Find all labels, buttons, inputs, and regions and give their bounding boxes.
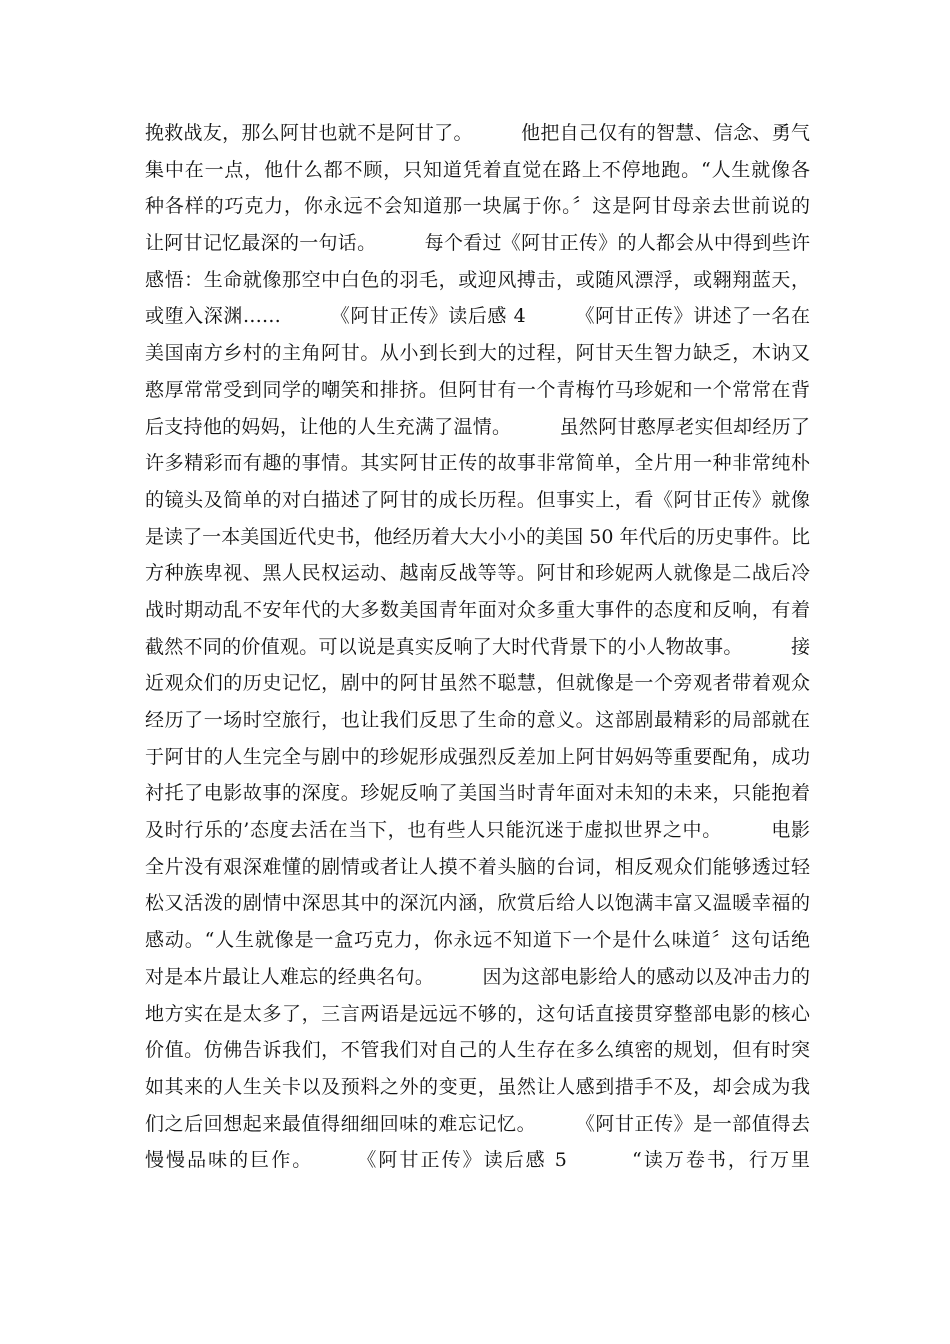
text-line: 于阿甘的人生完全与剧中的珍妮形成强烈反差加上阿甘妈妈等重要配角，成功 (145, 745, 810, 768)
text-line: 如其来的人生关卡以及预料之外的变更，虽然让人感到措手不及，却会成为我 (145, 1075, 810, 1098)
text-line: 衬托了电影故事的深度。珍妮反响了美国当时青年面对未知的未来，只能抱着 (145, 782, 810, 805)
text-line: 价值。仿佛告诉我们，不管我们对自己的人生存在多么缜密的规划，但有时突 (145, 1039, 810, 1062)
text-line: 是读了一本美国近代史书，他经历着大大小小的美国 50 年代后的历史事件。比 (145, 525, 810, 548)
text-line: 们之后回想起来最值得细细回味的难忘记忆。 《阿甘正传》是一部值得去 (145, 1112, 810, 1135)
text-line: 许多精彩而有趣的事情。其实阿甘正传的故事非常简单，全片用一种非常纯朴 (145, 452, 810, 475)
text-line: 截然不同的价值观。可以说是真实反响了大时代背景下的小人物故事。 接 (145, 635, 810, 658)
text-line: 集中在一点，他什么都不顾，只知道凭着直觉在路上不停地跑。“人生就像各 (145, 158, 810, 181)
text-line: 种各样的巧克力，你永远不会知道那一块属于你。〞这是阿甘母亲去世前说的 (145, 195, 810, 218)
text-line: 战时期动乱不安年代的大多数美国青年面对众多重大事件的态度和反响，有着 (145, 598, 810, 621)
text-line: 松又活泼的剧情中深思其中的深沉内涵，欣赏后给人以饱满丰富又温暖幸福的 (145, 892, 810, 915)
text-line: 及时行乐的’态度去活在当下，也有些人只能沉迷于虚拟世界之中。 电影 (145, 819, 810, 842)
text-line: 近观众们的历史记忆，剧中的阿甘虽然不聪慧，但就像是一个旁观者带着观众 (145, 672, 810, 695)
text-line: 方种族卑视、黑人民权运动、越南反战等等。阿甘和珍妮两人就像是二战后冷 (145, 562, 810, 585)
text-line: 让阿甘记忆最深的一句话。 每个看过《阿甘正传》的人都会从中得到些许 (145, 232, 810, 255)
text-line: 感动。“人生就像是一盒巧克力，你永远不知道下一个是什么味道〞这句话绝 (145, 929, 810, 952)
text-line: 慢慢品味的巨作。 《阿甘正传》读后感 5 “读万卷书，行万里 (145, 1149, 810, 1172)
text-line: 对是本片最让人难忘的经典名句。 因为这部电影给人的感动以及冲击力的 (145, 965, 810, 988)
text-line: 地方实在是太多了，三言两语是远远不够的，这句话直接贯穿整部电影的核心 (145, 1002, 810, 1025)
text-line: 经历了一场时空旅行，也让我们反思了生命的意义。这部剧最精彩的局部就在 (145, 709, 810, 731)
text-line: 美国南方乡村的主角阿甘。从小到长到大的过程，阿甘天生智力缺乏，木讷又 (145, 342, 810, 365)
text-line: 感悟：生命就像那空中白色的羽毛，或迎风搏击，或随风漂浮，或翱翔蓝天， (145, 268, 810, 291)
text-line: 后支持他的妈妈，让他的人生充满了温情。 虽然阿甘憨厚老实但却经历了 (145, 415, 810, 438)
text-line: 的镜头及简单的对白描述了阿甘的成长历程。但事实上，看《阿甘正传》就像 (145, 488, 810, 511)
text-line: 憨厚常常受到同学的嘲笑和排挤。但阿甘有一个青梅竹马珍妮和一个常常在背 (145, 378, 810, 401)
text-line: 挽救战友，那么阿甘也就不是阿甘了。 他把自己仅有的智慧、信念、勇气 (145, 122, 810, 144)
text-line: 全片没有艰深难懂的剧情或者让人摸不着头脑的台词，相反观众们能够透过轻 (145, 855, 810, 878)
body-text (145, 115, 810, 1179)
text-line: 或堕入深渊…… 《阿甘正传》读后感 4 《阿甘正传》讲述了一名在 (145, 305, 810, 328)
